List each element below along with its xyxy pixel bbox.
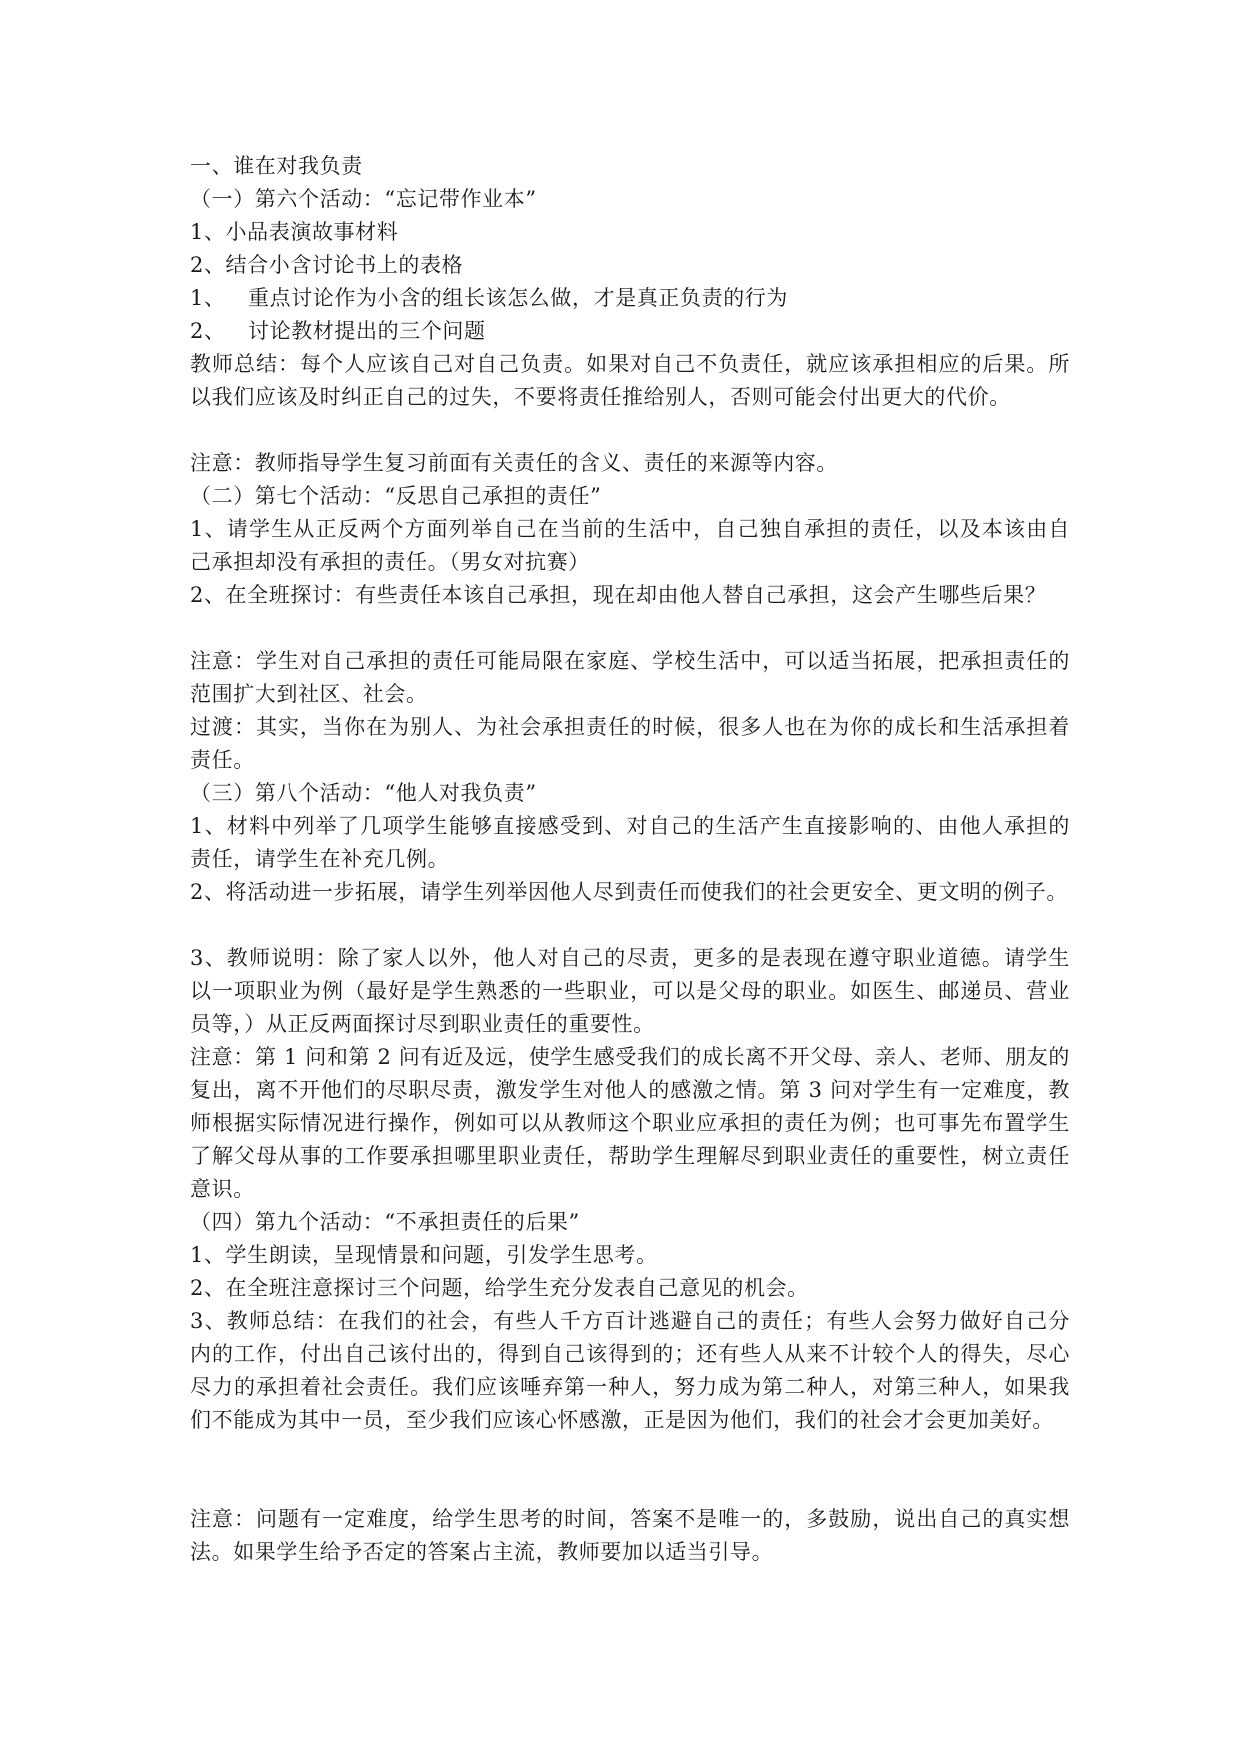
activity-heading: （二）第七个活动：“反思自己承担的责任” — [190, 484, 602, 508]
blank-line — [190, 612, 1070, 645]
text-line: 责任。 — [190, 748, 255, 772]
note-line: 注意：学生对自己承担的责任可能局限在家庭、学校生活中，可以适当拓展，把承担责任的 — [190, 649, 1070, 673]
note-line: 注意：第 1 问和第 2 问有近及远，使学生感受我们的成长离不开父母、亲人、老师、朋友的 — [190, 1045, 1070, 1069]
blank-line — [190, 909, 1070, 942]
text-line: 们不能成为其中一员，至少我们应该心怀感激，正是因为他们，我们的社会才会更加美好。 — [190, 1408, 1054, 1432]
text-line: 法。如果学生给予否定的答案占主流，教师要加以适当引导。 — [190, 1540, 774, 1564]
activity-heading: （一）第六个活动：“忘记带作业本” — [190, 187, 537, 211]
document-body — [190, 150, 1070, 1569]
text-line: 2、在全班探讨：有些责任本该自己承担，现在却由他人替自己承担，这会产生哪些后果？ — [190, 583, 1047, 607]
text-line: 意识。 — [190, 1177, 255, 1201]
transition-line: 过渡：其实，当你在为别人、为社会承担责任的时候，很多人也在为你的成长和生活承担着 — [190, 715, 1070, 739]
activity-heading: （三）第八个活动：“他人对我负责” — [190, 781, 537, 805]
text-line: 以一项职业为例（最好是学生熟悉的一些职业，可以是父母的职业。如医生、邮递员、营业 — [190, 979, 1070, 1003]
note-line: 注意：问题有一定难度，给学生思考的时间，答案不是唯一的，多鼓励，说出自己的真实想 — [190, 1507, 1070, 1531]
text-line: 1、小品表演故事材料 — [190, 220, 399, 244]
numbered-line — [190, 315, 1070, 348]
blank-line — [190, 414, 1070, 447]
text-line: 范围扩大到社区、社会。 — [190, 682, 428, 706]
text-line: 1、材料中列举了几项学生能够直接感受到、对自己的生活产生直接影响的、由他人承担的 — [190, 814, 1070, 838]
blank-line — [190, 1437, 1070, 1503]
text-line: 1、学生朗读，呈现情景和问题，引发学生思考。 — [190, 1243, 658, 1267]
text-line: 了解父母从事的工作要承担哪里职业责任，帮助学生理解尽到职业责任的重要性，树立责任 — [190, 1144, 1070, 1168]
note-line: 注意：教师指导学生复习前面有关责任的含义、责任的来源等内容。 — [190, 451, 838, 475]
list-text: 重点讨论作为小含的组长该怎么做，才是真正负责的行为 — [248, 286, 788, 310]
text-line: 2、将活动进一步拓展，请学生列举因他人尽到责任而使我们的社会更安全、更文明的例子。 — [190, 880, 1068, 904]
text-line: 复出，离不开他们的尽职尽责，激发学生对他人的感激之情。第 3 问对学生有一定难度，教 — [190, 1078, 1070, 1102]
text-line: 3、教师说明：除了家人以外，他人对自己的尽责，更多的是表现在遵守职业道德。请学生 — [190, 946, 1070, 970]
activity-heading: （四）第九个活动：“不承担责任的后果” — [190, 1210, 580, 1234]
text-line: 员等，）从正反两面探讨尽到职业责任的重要性。 — [190, 1012, 655, 1036]
text-line: 2、结合小含讨论书上的表格 — [190, 253, 464, 277]
text-line: 2、在全班注意探讨三个问题，给学生充分发表自己意见的机会。 — [190, 1276, 809, 1300]
list-number: 2、 — [190, 319, 226, 343]
text-line: 教师总结：每个人应该自己对自己负责。如果对自己不负责任，就应该承担相应的后果。所 — [190, 352, 1070, 376]
text-line: 己承担却没有承担的责任。（男女对抗赛） — [190, 550, 590, 574]
numbered-line — [190, 282, 1070, 315]
text-line: 1、请学生从正反两个方面列举自己在当前的生活中，自己独自承担的责任，以及本该由自 — [190, 517, 1070, 541]
section-heading: 一、谁在对我负责 — [190, 154, 363, 178]
text-line: 尽力的承担着社会责任。我们应该唾弃第一种人，努力成为第二种人，对第三种人，如果我 — [190, 1375, 1070, 1399]
text-line: 以我们应该及时纠正自己的过失，不要将责任推给别人，否则可能会付出更大的代价。 — [190, 385, 1011, 409]
list-number: 1、 — [190, 286, 226, 310]
text-line: 责任，请学生在补充几例。 — [190, 847, 450, 871]
text-line: 师根据实际情况进行操作，例如可以从教师这个职业应承担的责任为例；也可事先布置学生 — [190, 1111, 1070, 1135]
text-line: 3、教师总结：在我们的社会，有些人千方百计逃避自己的责任；有些人会努力做好自己分 — [190, 1309, 1070, 1333]
list-text: 讨论教材提出的三个问题 — [248, 319, 486, 343]
text-line: 内的工作，付出自己该付出的，得到自己该得到的；还有些人从来不计较个人的得失，尽心 — [190, 1342, 1070, 1366]
